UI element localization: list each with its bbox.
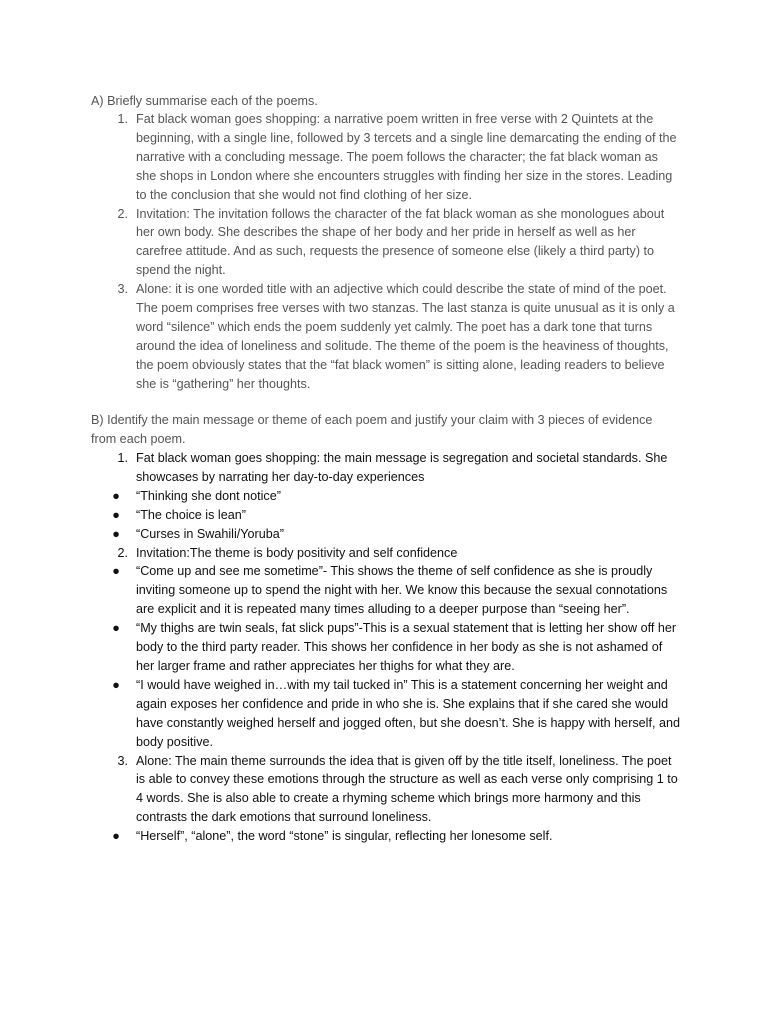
bullet-icon: ● [112,488,120,503]
list-item [91,676,681,752]
list-number: 2. [117,545,128,560]
bullet-icon: ● [112,677,120,692]
bullet-icon: ● [112,621,120,636]
list-item-text: Fat black woman goes shopping: a narrative poem written in free verse with 2 Quintets at the beginning, with a single line, followed by 3 tercets and a single line demarcating the ending of the narrative with a concluding message. The poem follows the character; the fat black woman as she shops in London where she encounters struggles with finding her size in the stores. Leading to the conclusion that she would not find clothing of her size. [136,112,677,202]
list-item-text: “I would have weighed in…with my tail tucked in” This is a statement concerning her weight and again exposes her confidence and pride in who she is. She explains that if she cared she would have constantly weighed herself and jogged often, but she doesn’t. She is happy with herself, and body positive. [136,677,680,749]
list-number: 1. [117,112,128,126]
section-b-list [91,449,681,846]
list-item-text: Alone: it is one worded title with an adjective which could describe the state of mind of the poet. The poem comprises free verses with two stanzas. The last stanza is quite unusual as it is only a word “silence” which ends the poem suddenly yet calmly. The poet has a dark tone that turns around the idea of loneliness and solitude. The theme of the poem is the heaviness of thoughts, the poem obviously states that the “fat black women” is sitting alone, leading readers to believe she is “gathering” her thoughts. [136,282,675,391]
list-item [91,619,681,676]
section-b-heading: B) Identify the main message or theme of each poem and justify your claim with 3 pieces of evidence from each poem. [91,413,653,446]
list-item [91,205,681,281]
section-a-list [91,110,681,394]
list-item [91,449,681,487]
list-number: 3. [117,282,128,297]
bullet-icon: ● [112,526,120,541]
list-item [91,110,681,205]
list-item [91,280,681,393]
list-item [91,752,681,828]
list-item-text: “Thinking she dont notice” [136,488,281,503]
list-item-text: Invitation: The invitation follows the character of the fat black woman as she monologues about her own body. She describes the shape of her body and her pride in herself as well as her carefree attitude. And as such, requests the presence of someone else (likely a third party) to spend the night. [136,206,665,278]
list-number: 3. [117,753,128,768]
list-item-text: Fat black woman goes shopping: the main message is segregation and societal standards. She showcases by narrating her day-to-day experiences [136,451,668,484]
list-item-text: “My thighs are twin seals, fat slick pups”-This is a sexual statement that is letting her show off her body to the third party reader. This shows her confidence in her body as she is not ashamed of her larger frame and rather appreciates her thighs for what they are. [136,621,677,673]
list-item-text: “Come up and see me sometime”- This shows the theme of self confidence as she is proudly inviting someone up to spend the night with her. We know this because the sexual connotations are explicit and it is repeated many times alluding to a deeper purpose than “seeing her”. [136,564,668,617]
list-item-text: “The choice is lean” [136,507,246,522]
list-item-text: Invitation:The theme is body positivity and self confidence [136,545,458,560]
section-a-heading: A) Briefly summarise each of the poems. [91,94,318,108]
list-number: 1. [117,451,128,465]
list-item [91,827,681,846]
bullet-icon: ● [112,829,120,844]
list-item [91,525,681,544]
list-item-text: Alone: The main theme surrounds the idea that is given off by the title itself, loneliness. The poet is able to convey these emotions through the structure as well as each verse only comprising 1 to 4 words. She is also able to create a rhyming scheme which brings more harmony and this contrasts the dark emotions that surround loneliness. [136,753,678,825]
bullet-icon: ● [112,507,120,522]
list-number: 2. [117,206,128,221]
list-item-text: “Curses in Swahili/Yoruba” [136,526,284,541]
list-item-text: “Herself”, “alone”, the word “stone” is singular, reflecting her lonesome self. [136,829,553,844]
list-item [91,562,681,619]
list-item [91,544,681,563]
list-item [91,506,681,525]
bullet-icon: ● [112,564,120,579]
list-item [91,487,681,506]
